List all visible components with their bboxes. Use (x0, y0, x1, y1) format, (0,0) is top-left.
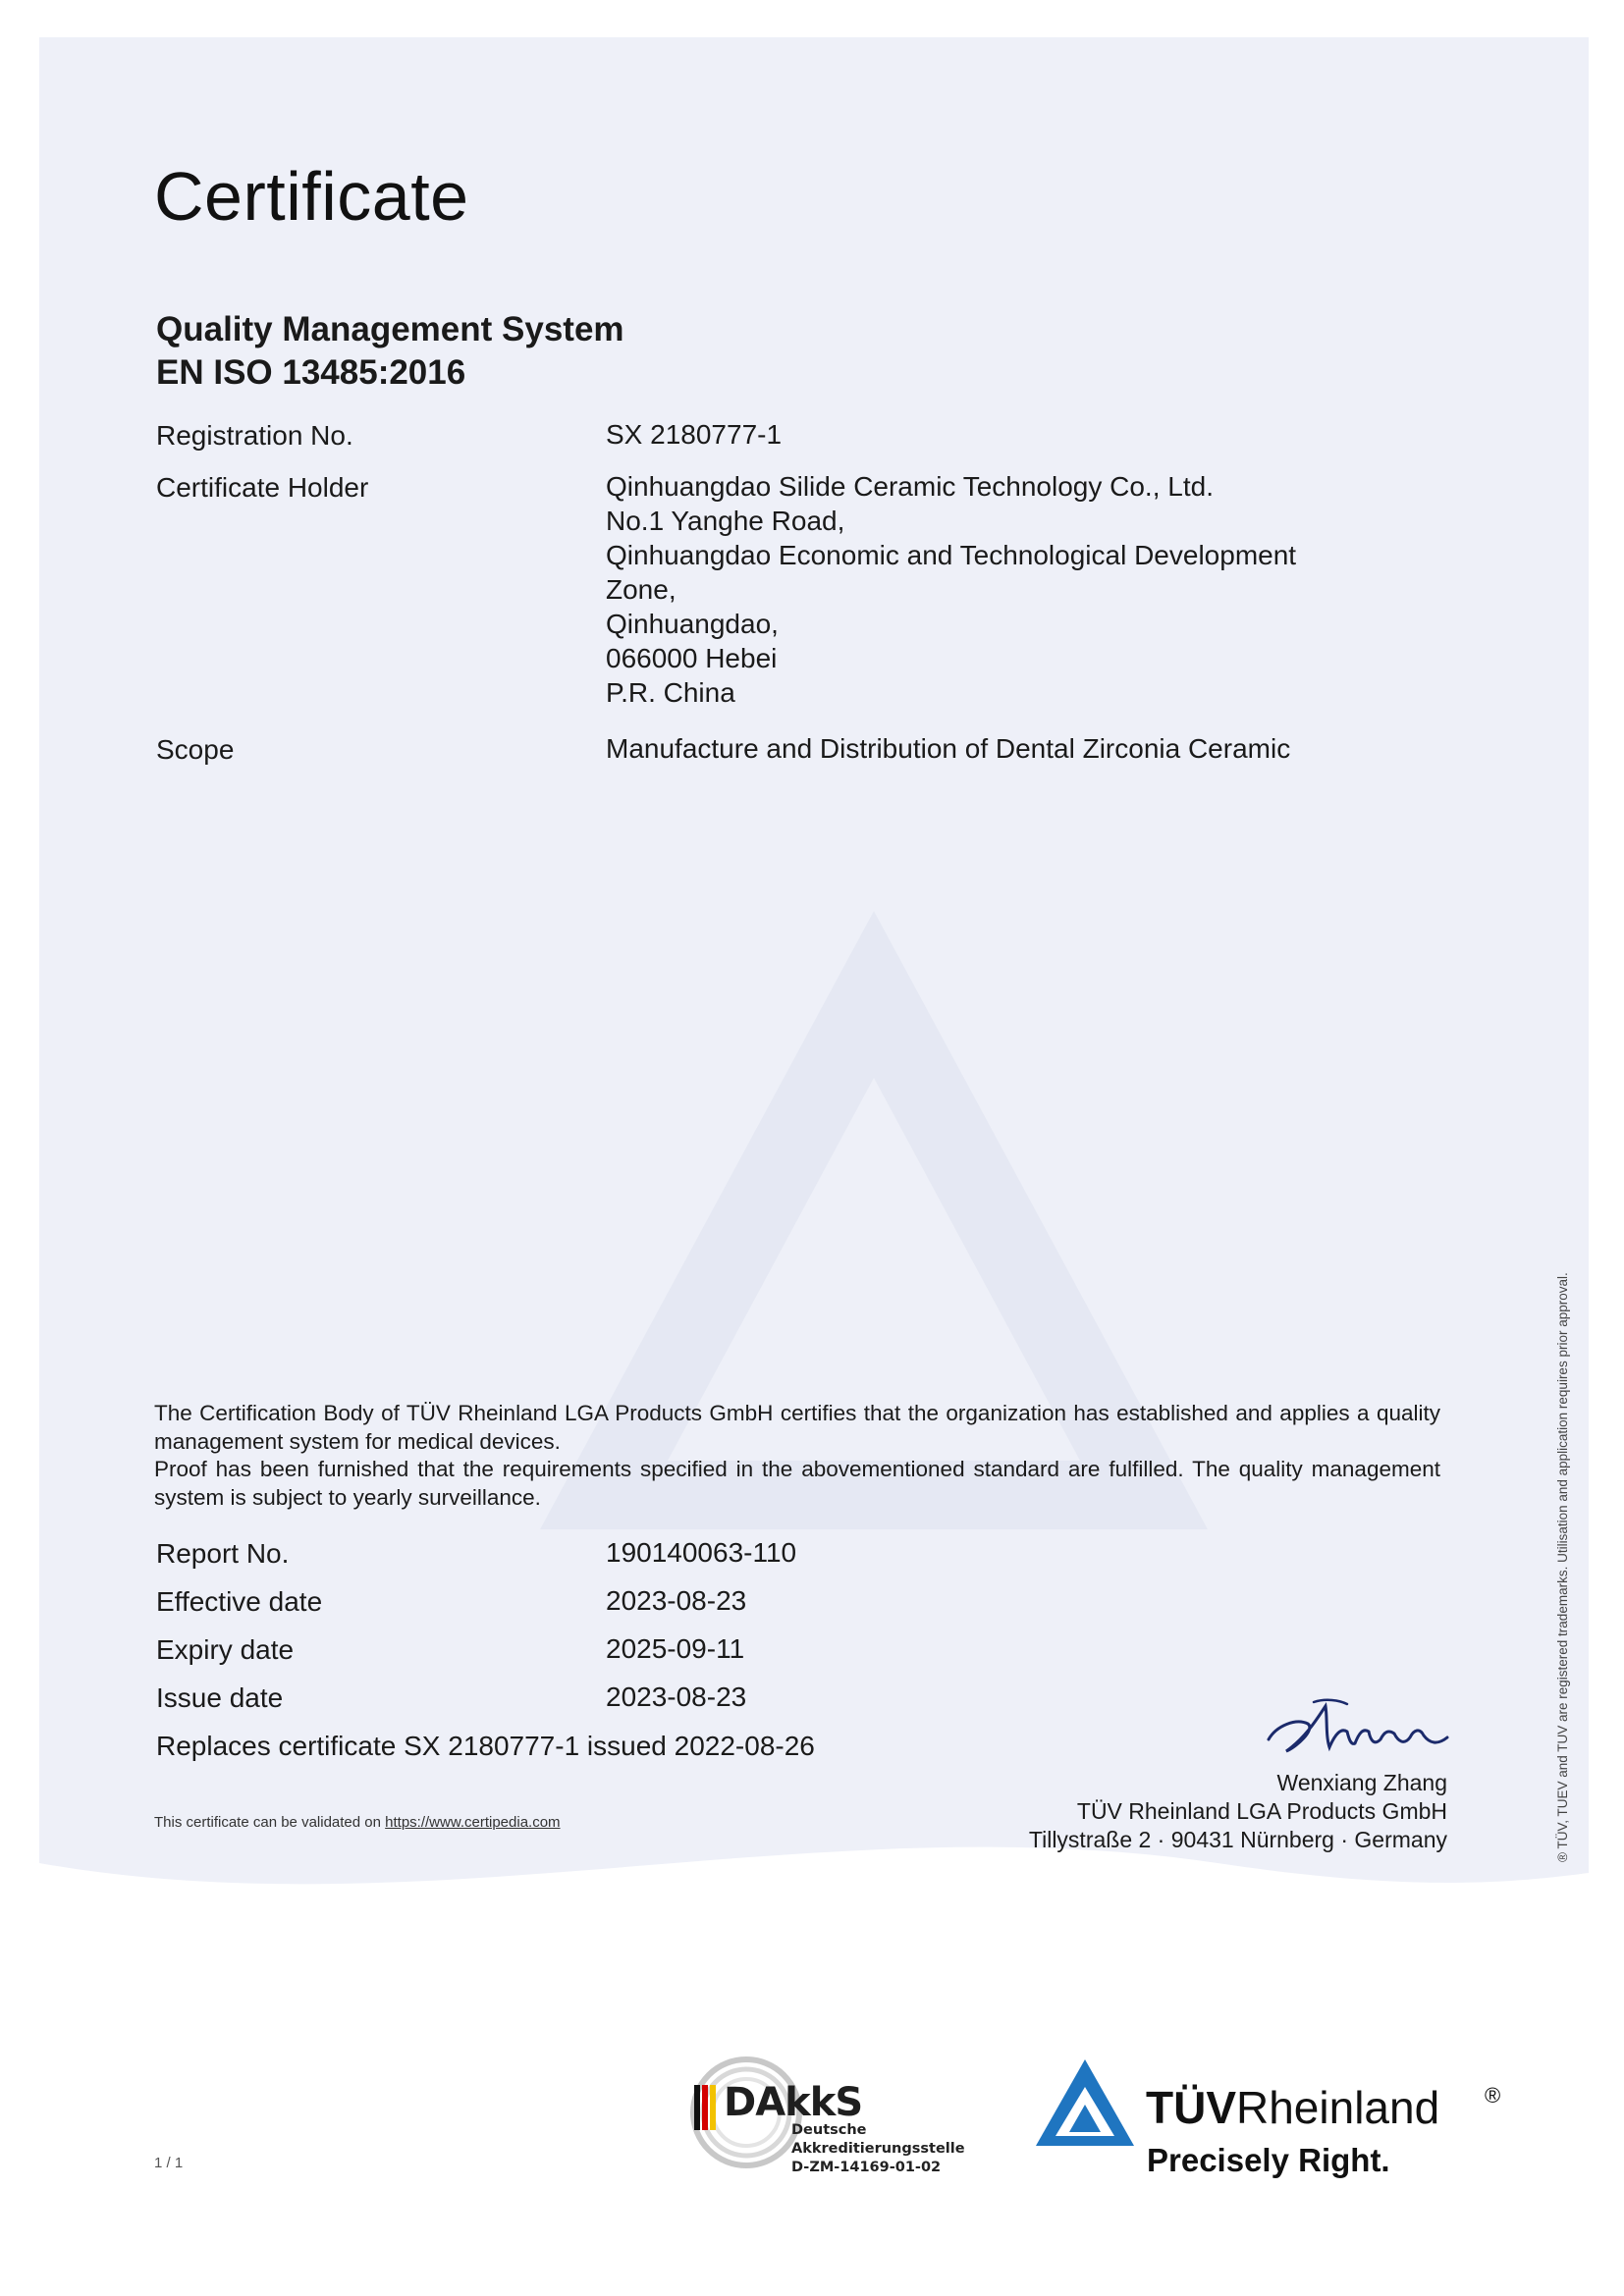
report-no-label: Report No. (156, 1538, 290, 1569)
expiry-date-value: 2025-09-11 (606, 1633, 745, 1664)
holder-line: Qinhuangdao, (606, 609, 779, 639)
effective-date-label: Effective date (156, 1586, 323, 1617)
certipedia-link[interactable]: https://www.certipedia.com (385, 1814, 561, 1831)
tuv-brand-bold: TÜV (1146, 2082, 1236, 2133)
trademark-note: ® TÜV, TUEV and TUV are registered trademarks. Utilisation and application requires prior approval. (1555, 1272, 1570, 1862)
holder-line: 066000 Hebei (606, 643, 778, 673)
dakks-line: Deutsche (791, 2122, 867, 2138)
dakks-wordmark: DAkkS (724, 2080, 863, 2125)
page-title: Certificate (154, 158, 469, 235)
holder-address (606, 469, 1296, 710)
holder-line: Qinhuangdao Economic and Technological Development (606, 540, 1297, 570)
statement-paragraph: Proof has been furnished that the requirements specified in the abovementioned standard are fulfilled. The quality management system is subject to yearly surveillance. (154, 1457, 1440, 1510)
signature (1257, 1688, 1453, 1762)
registration-value: SX 2180777-1 (606, 419, 783, 450)
scope-value: Manufacture and Distribution of Dental Zirconia Ceramic (606, 733, 1291, 764)
holder-line: Qinhuangdao Silide Ceramic Technology Co., Ltd. (606, 471, 1214, 502)
tuv-rheinland-logo (1146, 2081, 1439, 2134)
report-no-value: 190140063-110 (606, 1537, 797, 1568)
signer-name: Wenxiang Zhang (1276, 1770, 1447, 1795)
tuv-tagline: Precisely Right. (1147, 2142, 1390, 2178)
issue-date-value: 2023-08-23 (606, 1682, 747, 1712)
page-number: 1 / 1 (154, 2155, 184, 2171)
certification-statement (154, 1400, 1440, 1512)
signer-address: Tillystraße 2 · 90431 Nürnberg · Germany (1028, 1827, 1447, 1852)
validation-note (154, 1814, 561, 1831)
dakks-accreditation-number: D-ZM-14169-01-02 (791, 2160, 942, 2175)
statement-paragraph: The Certification Body of TÜV Rheinland LGA Products GmbH certifies that the organization has established and applies a quality management system for medical devices. (154, 1401, 1440, 1454)
holder-label: Certificate Holder (156, 472, 369, 503)
scope-label: Scope (156, 734, 235, 765)
issue-date-label: Issue date (156, 1682, 284, 1713)
registered-mark: ® (1485, 2083, 1501, 2108)
standard-code: EN ISO 13485:2016 (156, 353, 466, 392)
replaces-note: Replaces certificate SX 2180777-1 issued 2022-08-26 (156, 1731, 815, 1761)
tuv-brand-rest: Rheinland (1236, 2082, 1440, 2133)
holder-line: No.1 Yanghe Road, (606, 506, 845, 536)
holder-line: Zone, (606, 574, 677, 605)
expiry-date-label: Expiry date (156, 1634, 295, 1665)
signer-company: TÜV Rheinland LGA Products GmbH (1076, 1798, 1447, 1824)
standard-title: Quality Management System (156, 310, 624, 348)
holder-line: P.R. China (606, 677, 735, 708)
registration-label: Registration No. (156, 420, 353, 451)
dakks-line: Akkreditierungsstelle (791, 2141, 965, 2157)
effective-date-value: 2023-08-23 (606, 1585, 747, 1616)
validation-text: This certificate can be validated on (154, 1814, 381, 1831)
tuv-triangle-icon (1036, 2059, 1134, 2148)
